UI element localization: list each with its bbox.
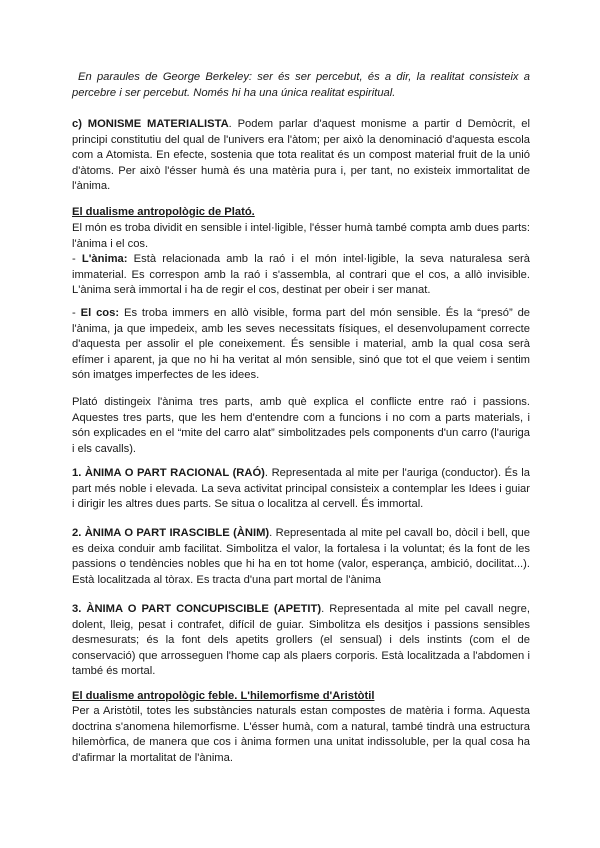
aristotil-paragraph: Per a Aristòtil, totes les substàncies naturals estan compostes de matèria i forma. Aquesta doctrina s'anomena hilemorfisme. L'ésser humà, com a natural, també tindrà una estructura hilemòrfica, de manera que cos i ànima formen una unitat indissoluble, per la qual cosa ha d'afirmar la mortalitat de l'ànima.: [72, 705, 530, 764]
irascible-paragraph: [72, 526, 530, 588]
cos-label: El cos:: [80, 307, 120, 319]
tres-parts-paragraph: Plató distingeix l'ànima tres parts, amb què explica el conflicte entre raó i passions. Aquestes tres parts, que les hem d'entendre com a funcions i no com a parts materials, i són explicades en el “mite del carro alat” simbolitzades pels components d'un carro (l'auriga i els cavalls).: [72, 396, 530, 455]
anima-text: Està relacionada amb la raó i el món intel·ligible, la seva naturalesa serà immaterial. Es correspon amb la raó i s'assembla, al contrari que el cos, a allò invisible. L'ànima serà immortal i ha de regir el cos, destinat per obeir i ser manat.: [72, 253, 531, 297]
anima-prefix: -: [72, 253, 82, 265]
racional-label: 1. ÀNIMA O PART RACIONAL (RAÓ): [72, 467, 265, 479]
berkeley-quote: En paraules de George Berkeley: ser és ser percebut, és a dir, la realitat consisteix a percebre i ser percebut. Només hi ha una única realitat espiritual.: [72, 71, 530, 99]
concupiscible-label: 3. ÀNIMA O PART CONCUPISCIBLE (APETIT): [72, 603, 322, 615]
monisme-label: c) MONISME MATERIALISTA: [72, 118, 229, 130]
cos-prefix: -: [72, 307, 81, 319]
concupiscible-text: . Representada al mite pel cavall negre, dolent, lleig, pesat i contrafet, difícil de guiar. Simbolitza els desitjos i passions sensibles desmesurats; és la font dels apetits grollers (el sensual) i dels instints (com el de conservació) que arrosseguen l'home cap als plaers corporis. Està localitzada a l'abdomen i també és mortal.: [72, 603, 530, 678]
plato-heading: El dualisme antropològic de Plató.: [72, 206, 255, 218]
racional-paragraph: [72, 466, 530, 513]
monisme-text: . Podem parlar d'aquest monisme a partir d Demòcrit, el principi constitutiu del qual de l'univers era l'àtom; per això la denominació d'aquesta escola com a Atomista. En efecte, sostenia que tota realitat és un compost material fruit de la unió d'àtoms. Per això l'ésser humà és una matèria pura i, per tant, no existeix immortalitat de l'ànima.: [72, 118, 531, 193]
cos-text: Es troba immers en allò visible, forma part del món sensible. És la “presó” de l'ànima, ja que impedeix, amb les seves necessitats físiques, el desenvolupament correcte d'aquesta per assolir el ple coneixement. És sensible i material, amb la qual cosa serà efímer i aparent, ja que no hi ha veritat al món sensible, sinó que tot el que veiem i sentim són imatges imperfectes de les idees.: [72, 307, 531, 382]
plato-intro: El món es troba dividit en sensible i intel·ligible, l'ésser humà també compta amb dues parts: l'ànima i el cos.: [72, 222, 530, 250]
irascible-label: 2. ÀNIMA O PART IRASCIBLE (ÀNIM): [72, 527, 270, 539]
monisme-paragraph: [72, 117, 530, 195]
aristotil-heading: El dualisme antropològic feble. L'hilemorfisme d'Aristòtil: [72, 690, 375, 702]
cos-paragraph: [72, 306, 530, 384]
irascible-text: . Representada al mite pel cavall bo, dòcil i bell, que es deixa conduir amb facilitat. Simbolitza el valor, la fortalesa i la voluntat; és la font de les passions o tendències nobles que hi ha en tot home (valor, esperança, ambició, docilitat...). Està localitzada al tòrax. Es tracta d'una part mortal de l'ànima: [72, 527, 530, 586]
anima-label: L'ànima:: [81, 253, 128, 265]
anima-paragraph: [72, 252, 530, 299]
racional-text: . Representada al mite per l'auriga (conductor). És la part més noble i elevada. La seva activitat principal consisteix a contemplar les Idees i guiar i dirigir les altres dues parts. Se situa o localitza al cervell. És immortal.: [72, 467, 530, 511]
concupiscible-paragraph: [72, 602, 530, 680]
